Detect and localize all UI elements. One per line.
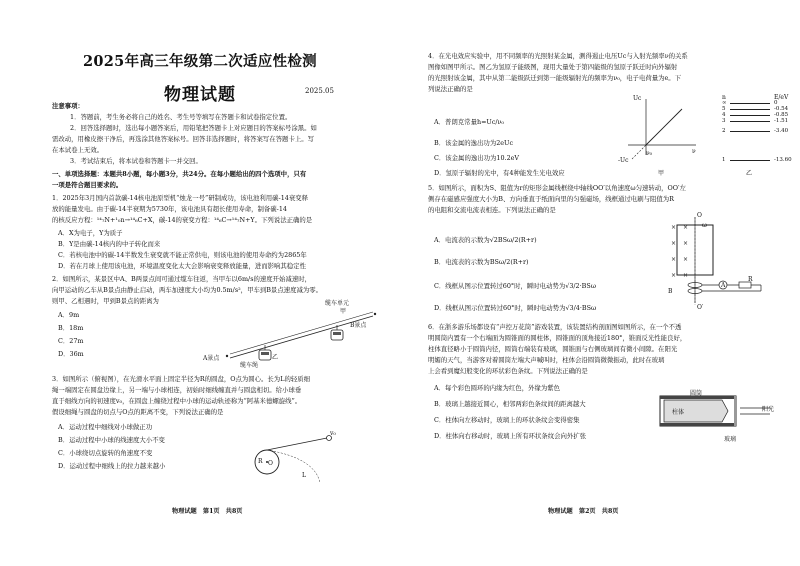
svg-text:×: × [671, 240, 677, 247]
level-energy-label: -1.51 [774, 118, 789, 124]
q3-option-b: B．运动过程中小球的线速度大小不变 [58, 436, 165, 444]
label-point-a: A景点 [203, 355, 220, 362]
section-heading: 一、单项选择题：本题共8小题，每小题3分，共24分。在每小题给出的四个选项中，只有 [52, 170, 307, 178]
q6-option-d: D．柱体向右移动时，玻璃上所有环状条纹会向外扩张 [434, 432, 587, 440]
notice-line: 需改动，用橡皮擦干净后，再选涂其他答案标号。回答非选择题时，将答案写在答题卡上。写 [52, 135, 315, 143]
q4-stem: 4．在光电效应实验中，用不同频率的光照射某金属，测得遏止电压Uc与入射光频率ν的关系 [428, 52, 688, 60]
level-energy-label: -13.60 [774, 157, 792, 163]
q2-option-b: B．18m [58, 324, 84, 332]
label-minus-uc: -Uc [618, 157, 629, 164]
q6-stem: 柱体直径略小于圆筒内径，圆筒右端装有玻璃，圆锥面与右侧玻璃间有微小间隙。在阳光 [428, 345, 678, 353]
q2-cable-car-figure [205, 306, 380, 366]
energy-level-diagram [718, 94, 800, 174]
label-tube: 圆筒 [690, 390, 703, 397]
label-uc: Uc [633, 95, 642, 102]
page-2 [400, 0, 800, 566]
q5-option-d: D．线框从图示位置转过60°时，瞬时电动势为√3/4·BSω [434, 304, 597, 312]
q2-stem: 则甲、乙相遇时，甲到B景点的距离为 [52, 297, 159, 305]
level-n-label: 5 [722, 106, 726, 112]
q3-stem: 直于细线方向的初速度v₀，在圆盘上缠绕过程中小球的运动轨迹称为“阿基米德螺旋线”。 [52, 397, 302, 405]
cable-line [230, 312, 373, 354]
q5-stem: 侧存在磁感应强度大小为B、方向垂直于纸面向里的匀强磁场，线框通过电刷与阻值为R [428, 195, 674, 203]
label-jia: 甲 [658, 170, 665, 177]
exam-subject: 物理试题 [164, 85, 236, 105]
q5-option-b: B．电流表的示数为BSω/2(R+r) [434, 258, 529, 266]
uc-extension [632, 145, 646, 159]
point-b-marker [374, 313, 376, 315]
level-n-label: 3 [722, 118, 726, 124]
label-e-ev: E/eV [774, 94, 789, 101]
svg-text:×: × [671, 272, 677, 279]
q1-stem: 1．2025年3月国内首款碳-14核电池原型机“烛龙一号”研制成功，该电池利用碳-14衰变释 [52, 194, 309, 202]
uc-line [646, 109, 682, 145]
level-energy-label: -0.54 [774, 106, 789, 112]
q4-stem: 的光照射该金属，其中从第二能级跃迁到第一能级辐射光的频率为ν₀，电子电荷量为e。下 [428, 74, 682, 82]
label-nu0: ν₀ [646, 150, 653, 157]
page-footer: 物理试题 第2页 共8页 [548, 508, 619, 515]
label-b: B [668, 288, 673, 295]
q4-option-c: C．该金属的逸出功为10.2eV [434, 154, 520, 162]
q2-option-c: C．27m [58, 337, 84, 345]
car-yi-icon [259, 345, 271, 360]
level-n-label: 4 [722, 112, 726, 118]
exam-header: 2025年高三年级第二次适应性检测 [83, 53, 317, 70]
q5-option-c: C．线框从图示位置转过60°时，瞬时电动势为√3/2·BSω [434, 282, 596, 290]
q3-option-c: C．小球绕切点旋转的角速度不变 [58, 449, 153, 457]
q5-option-a: A．电流表的示数为√2BSω/2(R+r) [434, 236, 537, 244]
label-glass: 玻璃 [724, 436, 737, 443]
q2-stem: 2．如图所示，某景区中A、B两景点间可通过缆车往返，当甲车以6m/s的速度开始减速时， [52, 275, 311, 283]
level-energy-label: -0.85 [774, 112, 789, 118]
label-o: O [268, 460, 273, 467]
magnetic-field-crosses [671, 224, 688, 279]
q6-stem: 明媚的天气，当游客对着圆筒左端大声喊叫时，柱体会沿圆筒微微振动，此时在玻璃 [428, 356, 665, 364]
q3-stem: 绳一端固定在圆盘边缘上，另一端与小球相连，初始时细线缠直并与圆盘相切。给小球垂 [52, 386, 302, 394]
label-l: L [302, 472, 306, 479]
level-n-label: 2 [722, 128, 726, 134]
energy-level-line [730, 109, 770, 110]
svg-text:×: × [683, 224, 689, 231]
q6-stem: 6．在浙多游乐场都设有“声控万花筒”游戏装置，该装置结构剖面图如图所示，在一个不透 [428, 323, 682, 331]
level-n-label: 1 [722, 157, 726, 163]
q6-stem: 明圆筒内置有一个右端面为圆锥面的圆柱体，圆锥面的顶角接近180°，锥面反光性能良好， [428, 334, 687, 342]
label-cable-unit: 缆车单元 [325, 300, 350, 307]
q2-stem: 向甲运动的乙车从B景点由静止启动，两车加速度大小均为0.5m/s²，甲车到B景点速度减为零。 [52, 286, 323, 294]
level-energy-label: 0 [774, 100, 778, 106]
q3-option-d: D．运动过程中细线上的拉力越来越小 [58, 462, 166, 470]
label-r: R [258, 458, 263, 465]
q1-stem: 的核反应方程：¹⁴₇N+¹₀n→¹⁴₆C+X，碳-14的衰变方程：¹⁴₆C→¹⁴₇N+Y。下列说法正确的是 [52, 216, 313, 224]
label-o-top: O [697, 212, 702, 219]
car-jia-icon [331, 325, 343, 340]
notice-line: 2．回答选择题时，选出每小题答案后，用铅笔把答题卡上对应题目的答案标号涂黑。如 [70, 124, 317, 132]
label-car-yi: 乙 [272, 354, 279, 361]
label-n: n [722, 94, 726, 101]
label-a: A [721, 282, 726, 289]
energy-level-line [730, 103, 770, 104]
label-point-b: B景点 [350, 322, 367, 329]
energy-level-line [730, 131, 770, 132]
q4-stem: 列说法正确的是 [428, 85, 473, 93]
q4-uc-graph [620, 95, 700, 160]
label-sunlight: 阳光 [762, 406, 775, 413]
svg-text:×: × [683, 272, 689, 279]
exam-date: 2025.05 [305, 87, 334, 95]
glass-pane [734, 396, 737, 426]
section-heading: 一项是符合题目要求的。 [52, 181, 123, 189]
label-r: R [748, 276, 753, 283]
q5-stem: 5．如图所示，面积为S、阻值为r的矩形金属线框绕中轴线OO′以角速度ω匀速转动，OO′左 [428, 184, 686, 192]
label-yi: 乙 [746, 170, 753, 177]
q2-option-a: A．9m [58, 311, 80, 319]
q1-option-d: D．若在月球上使用该电池，环境温度变化太大会影响衰变释放能量，进而影响其稳定性 [58, 262, 306, 270]
label-cable: 缆车绳 [240, 362, 259, 369]
q1-stem: 放的能量发电。由于碳-14半衰期为5730年，该电池具有超长使用寿命，制备碳-14 [52, 205, 287, 213]
label-omega: ω [702, 222, 707, 229]
string-line [267, 438, 327, 450]
q3-stem: 假设细绳与圆盘的切点与O点的距离不变，下列说法正确的是 [52, 408, 224, 416]
q1-option-c: C．若核电池中的碳-14半数发生衰变就不能正常供电，则该电池的使用寿命约为2865年 [58, 251, 307, 259]
svg-text:×: × [683, 256, 689, 263]
q1-option-b: B．Y是由碳-14核内的中子转化而来 [58, 240, 161, 248]
q4-option-b: B．该金属的逸出功为2eUc [434, 139, 514, 147]
q3-stem: 3．如图所示（俯视图），在光滑水平面上固定半径为R的圆盘，O点为圆心。长为L的轻质细 [52, 375, 311, 383]
notice-line: 在本试卷上无效。 [52, 146, 104, 154]
q1-option-a: A．X为电子，Y为质子 [58, 229, 123, 237]
q6-stem: 上会看到魔幻般变化的环状彩色条纹。下列说法正确的是 [428, 367, 588, 375]
svg-text:×: × [671, 256, 677, 263]
q2-option-d: D．36m [58, 350, 84, 358]
q6-option-c: C．柱体向左移动时，玻璃上的环状条纹会变得密集 [434, 416, 580, 424]
svg-text:×: × [671, 224, 677, 231]
q4-option-a: A．普朗克常量h=Uc/ν₀ [434, 118, 504, 126]
energy-level-line [730, 121, 770, 122]
label-car-jia: 甲 [340, 308, 347, 315]
level-energy-label: -3.40 [774, 128, 789, 134]
level-n-label: ∞ [722, 100, 727, 106]
q5-stem: 的电阻和交流电流表相连。下列说法正确的是 [428, 206, 556, 214]
label-column: 柱体 [672, 409, 685, 416]
point-a-marker [226, 355, 228, 357]
svg-text:×: × [683, 240, 689, 247]
notice-line: 1．答题前，考生务必将自己的姓名、考生号等填写在答题卡和试卷指定位置。 [70, 113, 292, 121]
label-v0: v₀ [330, 430, 336, 437]
q6-option-a: A．每个彩色圆环的内缘为红色，外缘为紫色 [434, 384, 561, 392]
energy-level-line [730, 115, 770, 116]
q4-stem: 图像如图甲所示。图乙为氢原子能级图，现用大量处于第四能级的氢原子跃迁时向外辐射 [428, 63, 678, 71]
label-nu: ν [692, 148, 696, 155]
notice-title: 注意事项： [52, 102, 84, 110]
energy-level-line [730, 160, 770, 161]
label-o-prime: O′ [697, 304, 704, 311]
tube-wall [660, 423, 736, 426]
q3-option-a: A．运动过程中细线对小球做正功 [58, 423, 153, 431]
q4-option-d: D．氢原子辐射的光中，有4种能发生光电效应 [434, 169, 565, 177]
q5-generator-figure [665, 215, 765, 310]
notice-line: 3．考试结束后，将本试卷和答题卡一并交回。 [70, 157, 202, 165]
page-footer: 物理试题 第1页 共8页 [172, 508, 243, 515]
q6-option-b: B．玻璃上越接近圆心，相邻两彩色条纹间的距离越大 [434, 400, 586, 408]
